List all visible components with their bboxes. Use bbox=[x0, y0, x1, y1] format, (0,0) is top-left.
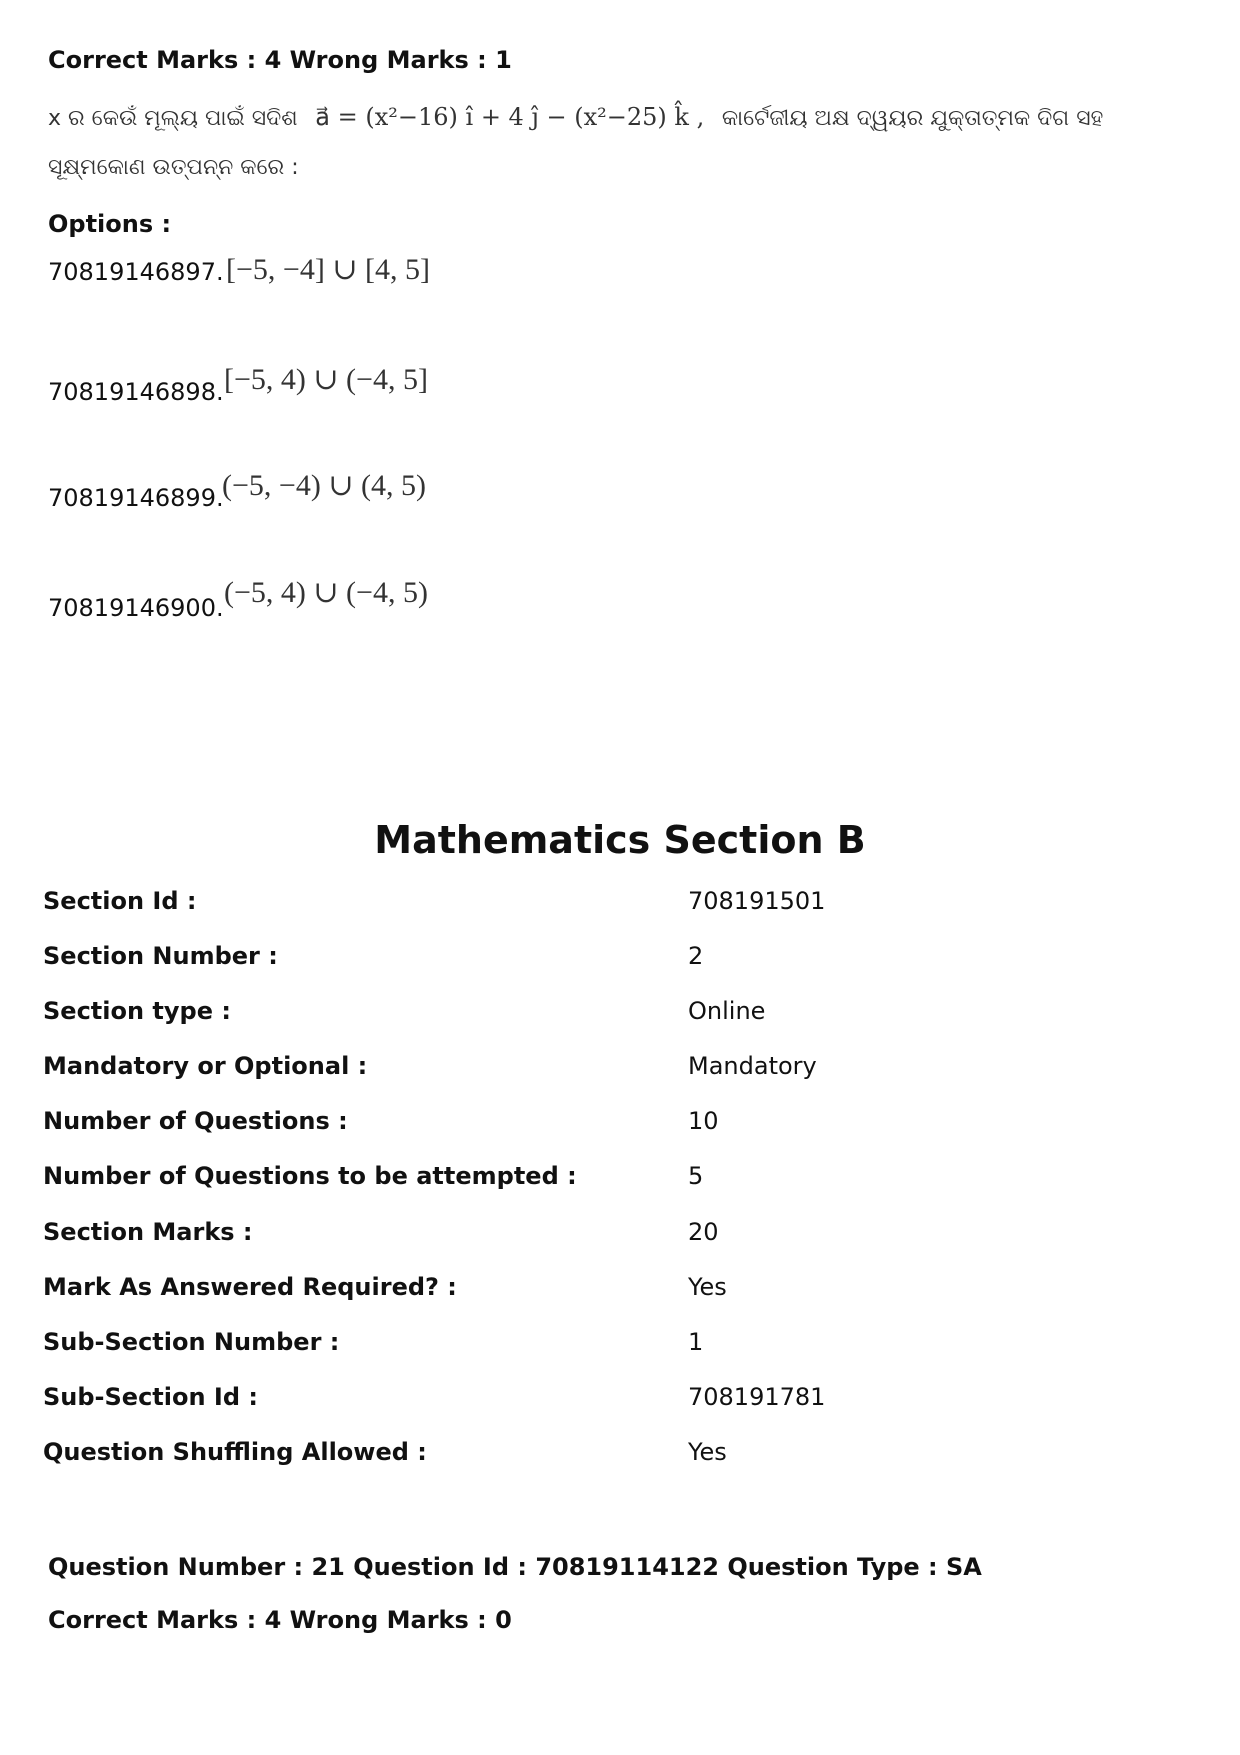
option-id: 70819146899. bbox=[48, 484, 224, 512]
section-id-value: 708191501 bbox=[688, 887, 826, 915]
next-question-header: Question Number : 21 Question Id : 70819114122 Question Type : SA bbox=[48, 1553, 982, 1581]
option-4 bbox=[48, 594, 224, 622]
option-2 bbox=[48, 378, 224, 406]
mandatory-label: Mandatory or Optional : bbox=[43, 1052, 368, 1080]
section-number-value: 2 bbox=[688, 942, 704, 970]
option-id: 70819146900. bbox=[48, 594, 224, 622]
prev-question-marks: Correct Marks : 4 Wrong Marks : 1 bbox=[48, 46, 512, 74]
option-value: (−5, 4) ∪ (−4, 5) bbox=[224, 576, 428, 609]
section-id-label: Section Id : bbox=[43, 887, 197, 915]
sub-section-id-value: 708191781 bbox=[688, 1383, 826, 1411]
num-questions-value: 10 bbox=[688, 1107, 719, 1135]
section-type-value: Online bbox=[688, 997, 766, 1025]
section-marks-label: Section Marks : bbox=[43, 1218, 253, 1246]
mandatory-value: Mandatory bbox=[688, 1052, 817, 1080]
num-attempt-label: Number of Questions to be attempted : bbox=[43, 1162, 577, 1190]
section-type-label: Section type : bbox=[43, 997, 231, 1025]
num-questions-label: Number of Questions : bbox=[43, 1107, 348, 1135]
option-id: 70819146898. bbox=[48, 378, 224, 406]
question-stem-formula: a⃗ = (x²−16) î + 4 ĵ − (x²−25) k̂ , bbox=[315, 103, 705, 131]
question-stem-odia-prefix: x ର କେଉଁ ମୂଲ୍ୟ ପାଇଁ ସଦିଶ bbox=[48, 106, 298, 131]
option-id: 70819146897. bbox=[48, 258, 224, 286]
option-value: [−5, −4] ∪ [4, 5] bbox=[226, 253, 430, 286]
question-stem-line2: ସୂକ୍ଷ୍ମକୋଣ ଉତ୍ପନ୍ନ କରେ : bbox=[48, 155, 299, 180]
sub-section-id-label: Sub-Section Id : bbox=[43, 1383, 258, 1411]
section-number-label: Section Number : bbox=[43, 942, 278, 970]
shuffling-label: Question Shuffling Allowed : bbox=[43, 1438, 427, 1466]
option-value: [−5, 4) ∪ (−4, 5] bbox=[224, 363, 428, 396]
options-label: Options : bbox=[48, 210, 172, 238]
option-3 bbox=[48, 484, 224, 512]
mark-answered-label: Mark As Answered Required? : bbox=[43, 1273, 457, 1301]
question-stem-odia-suffix: କାର୍ଟେଜୀୟ ଅକ୍ଷ ଦ୍ୱୟର ଯୁକ୍ତାତ୍ମକ ଦିଗ ସହ bbox=[721, 106, 1104, 131]
num-attempt-value: 5 bbox=[688, 1162, 704, 1190]
section-title: Mathematics Section B bbox=[374, 818, 866, 862]
option-value: (−5, −4) ∪ (4, 5) bbox=[222, 469, 426, 502]
next-question-marks: Correct Marks : 4 Wrong Marks : 0 bbox=[48, 1606, 512, 1634]
sub-section-number-label: Sub-Section Number : bbox=[43, 1328, 340, 1356]
shuffling-value: Yes bbox=[688, 1438, 727, 1466]
option-1 bbox=[48, 258, 224, 286]
sub-section-number-value: 1 bbox=[688, 1328, 704, 1356]
section-marks-value: 20 bbox=[688, 1218, 719, 1246]
mark-answered-value: Yes bbox=[688, 1273, 727, 1301]
question-stem-line1 bbox=[48, 105, 1103, 130]
